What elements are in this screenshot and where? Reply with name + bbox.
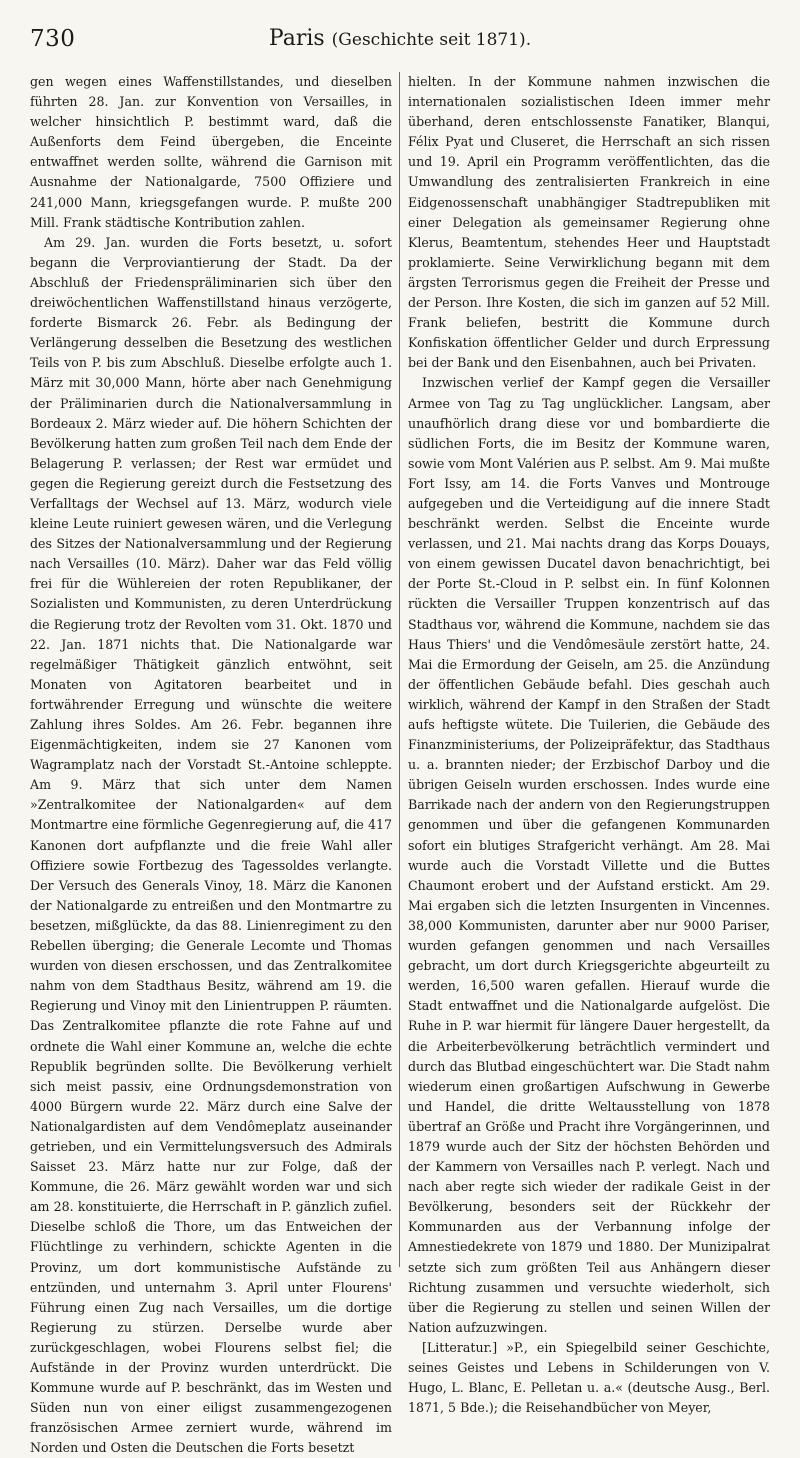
- left-column: [30, 72, 393, 1456]
- left-paragraph-2: Am 29. Jan. wurden die Forts besetzt, u. sofort begann die Verproviantierung der Stadt. Da der Abschluß der Friedenspräliminarien sich über den dreiwöchentlichen Waffenstillstand hinaus verzögerte, forderte Bismarck 26. Febr. als Bedingung der Verlängerung desselben die Besetzung des westlichen Teils von P. bis zum Abschluß. Dieselbe erfolgte auch 1. März mit 30,000 Mann, hörte aber nach Genehmigung der Präliminarien durch die Nationalversammlung in Bordeaux 2. März wieder auf. Die höhern Schichten der Bevölkerung hatten zum großen Teil nach dem Ende der Belagerung P. verlassen; der Rest war ermüdet und gegen die Regierung gereizt durch die Festsetzung des Verfalltags der Wechsel auf 13. März, wodurch viele kleine Leute ruiniert gewesen wären, und die Verlegung des Sitzes der Nationalversammlung und der Regierung nach Versailles (10. März). Daher war das Feld völlig frei für die Wühlereien der roten Republikaner, der Sozialisten und Kommunisten, zu deren Unterdrückung die Regierung trotz der Revolten vom 31. Okt. 1870 und 22. Jan. 1871 nichts that. Die Nationalgarde war regelmäßiger Thätigkeit gänzlich entwöhnt, seit Monaten von Agitatoren bearbeitet und in fortwährender Erregung und wünschte die weitere Zahlung ihres Soldes. Am 26. Febr. begannen ihre Eigenmächtigkeiten, indem sie 27 Kanonen vom Wagramplatz nach der Vorstadt St.-Antoine schleppte. Am 9. März that sich unter dem Namen »Zentralkomitee der Nationalgarden« auf dem Montmartre eine förmliche Gegenregierung auf, die 417 Kanonen dort aufpflanzte und die freie Wahl aller Offiziere sowie Fortbezug des Tagessoldes verlangte. Der Versuch des Generals Vinoy, 18. März die Kanonen der Nationalgarde zu entreißen und den Montmartre zu besetzen, mißglückte, da das 88. Linienregiment zu den Rebellen überging; die Generale Lecomte und Thomas wurden von diesen erschossen, und das Zentralkomitee nahm von dem Stadthaus Besitz, während am 19. die Regierung und Vinoy mit den Linientruppen P. räumten. Das Zentralkomitee pflanzte die rote Fahne auf und ordnete die Wahl einer Kommune an, welche die echte Republik begründen sollte. Die Bevölkerung verhielt sich meist passiv, eine Ordnungsdemonstration von 4000 Bürgern wurde 22. März durch eine Salve der Nationalgardisten auf dem Vendômeplatz auseinander getrieben, und ein Vermittelungsversuch des Admirals Saisset 23. März hatte nur zur Folge, daß der Kommune, die 26. März gewählt worden war und sich am 28. konstituierte, die Herrschaft in P. gänzlich zufiel. Dieselbe schloß die Thore, um das Entweichen der Flüchtlinge zu verhindern, schickte Agenten in die Provinz, um dort kommunistische Aufstände zu entzünden, und unternahm 3. April unter Flourens' Führung einen Zug nach Versailles, um die dortige Regierung zu stürzen. Derselbe wurde aber zurückgeschlagen, wobei Flourens selbst fiel; die Aufstände in der Provinz wurden unterdrückt. Die Kommune wurde auf P. beschränkt, das im Westen und Süden nun von einer eiligst zusammengezogenen französischen Armee zerniert wurde, während im Norden und Osten die Deutschen die Forts besetzt: [30, 234, 393, 1456]
- column-divider: [399, 72, 400, 1267]
- running-title-main: Paris: [268, 26, 325, 51]
- right-paragraph-1: hielten. In der Kommune nahmen inzwischen die internationalen sozialistischen Ideen immer mehr überhand, deren entschlossenste Fanatiker, Blanqui, Félix Pyat und Cluseret, die Herrschaft an sich rissen und 19. April ein Programm veröffentlichten, das die Umwandlung des zentralisierten Frankreich in eine Eidgenossenschaft unabhängiger Stadtrepubliken mit einer Delegation als gemeinsamer Regierung ohne Klerus, Beamtentum, stehendes Heer und Hauptstadt proklamierte. Seine Verwirklichung begann mit dem ärgsten Terrorismus gegen die Freiheit der Presse und der Person. Ihre Kosten, die sich im ganzen auf 52 Mill. Frank beliefen, bestritt die Kommune durch Konfiskation öffentlicher Gelder und durch Erpressung bei der Bank und den Eisenbahnen, auch bei Privaten.: [408, 74, 770, 371]
- left-paragraph-1: gen wegen eines Waffenstillstandes, und dieselben führten 28. Jan. zur Konvention von Versailles, in welcher hinsichtlich P. bestimmt ward, daß die Außenforts dem Feind übergeben, die Enceinte entwaffnet werden sollte, während die Garnison mit Ausnahme der Nationalgarde, 7500 Offiziere und 241,000 Mann, kriegsgefangen wurde. P. mußte 200 Mill. Frank städtische Kontribution zahlen.: [30, 74, 392, 230]
- running-title-subtitle: (Geschichte seit 1871).: [331, 30, 532, 50]
- right-column: [408, 72, 770, 1416]
- running-title: [30, 24, 770, 55]
- page-number: 730: [30, 26, 76, 52]
- right-paragraph-2: Inzwischen verlief der Kampf gegen die Versailler Armee von Tag zu Tag unglücklicher. Langsam, aber unaufhörlich drang diese vor und bombardierte die südlichen Forts, die im Besitz der Kommune waren, sowie vom Mont Valérien aus P. selbst. Am 9. Mai mußte Fort Issy, am 14. die Forts Vanves und Montrouge aufgegeben und die Verteidigung auf die innere Stadt beschränkt werden. Selbst die Enceinte wurde verlassen, und 21. Mai nachts drang das Korps Douays, von einem gewissen Ducatel davon benachrichtigt, bei der Porte St.-Cloud in P. selbst ein. In fünf Kolonnen rückten die Versailler Truppen konzentrisch auf das Stadthaus vor, während die Kommune, nachdem sie das Haus Thiers' und die Vendômesäule zerstört hatte, 24. Mai die Ermordung der Geiseln, am 25. die Anzündung der öffentlichen Gebäude befahl. Dies geschah auch wirklich, während der Kampf in den Straßen der Stadt aufs heftigste wütete. Die Tuilerien, die Gebäude des Finanzministeriums, der Polizeipräfektur, das Stadthaus u. a. brannten nieder; der Erzbischof Darboy und die übrigen Geiseln wurden erschossen. Indes wurde eine Barrikade nach der andern von den Regierungstruppen genommen und über die gefangenen Kommunarden sofort ein blutiges Strafgericht verhängt. Am 28. Mai wurde auch die Vorstadt Villette und die Buttes Chaumont erobert und der Aufstand erstickt. Am 29. Mai ergaben sich die letzten Insurgenten in Vincennes. 38,000 Kommunisten, darunter aber nur 9000 Pariser, wurden gefangen genommen und nach Versailles gebracht, um dort durch Kriegsgerichte abgeurteilt zu werden, 16,500 waren gefallen. Hierauf wurde die Stadt entwaffnet und die Nationalgarde aufgelöst. Die Ruhe in P. war hiermit für längere Dauer hergestellt, da die Arbeiterbevölkerung beträchtlich vermindert und durch das Blutbad eingeschüchtert war. Die Stadt nahm wiederum einen großartigen Aufschwung in Gewerbe und Handel, die dritte Weltausstellung von 1878 übertraf an Größe und Pracht ihre Vorgängerinnen, und 1879 wurde auch der Sitz der höchsten Behörden und der Kammern von Versailles nach P. verlegt. Nach und nach aber regte sich wieder der radikale Geist in der Bevölkerung, besonders seit der Rückkehr der Kommunarden aus der Verbannung infolge der Amnestiedekrete von 1879 und 1880. Der Munizipalrat setzte sich zum größten Teil aus Anhängern dieser Richtung zusammen und versuchte wiederholt, sich über die Regierung zu stellen und seinen Willen der Nation aufzuzwingen.: [408, 375, 770, 1335]
- page-header: [30, 24, 770, 54]
- literature-paragraph: [Litteratur.] »P., ein Spiegelbild seiner Geschichte, seines Geistes und Lebens in Schilderungen von V. Hugo, L. Blanc, E. Pelletan u. a.« (deutsche Ausg., Berl. 1871, 5 Bde.); die Reisehandbücher von Meyer,: [408, 1339, 770, 1416]
